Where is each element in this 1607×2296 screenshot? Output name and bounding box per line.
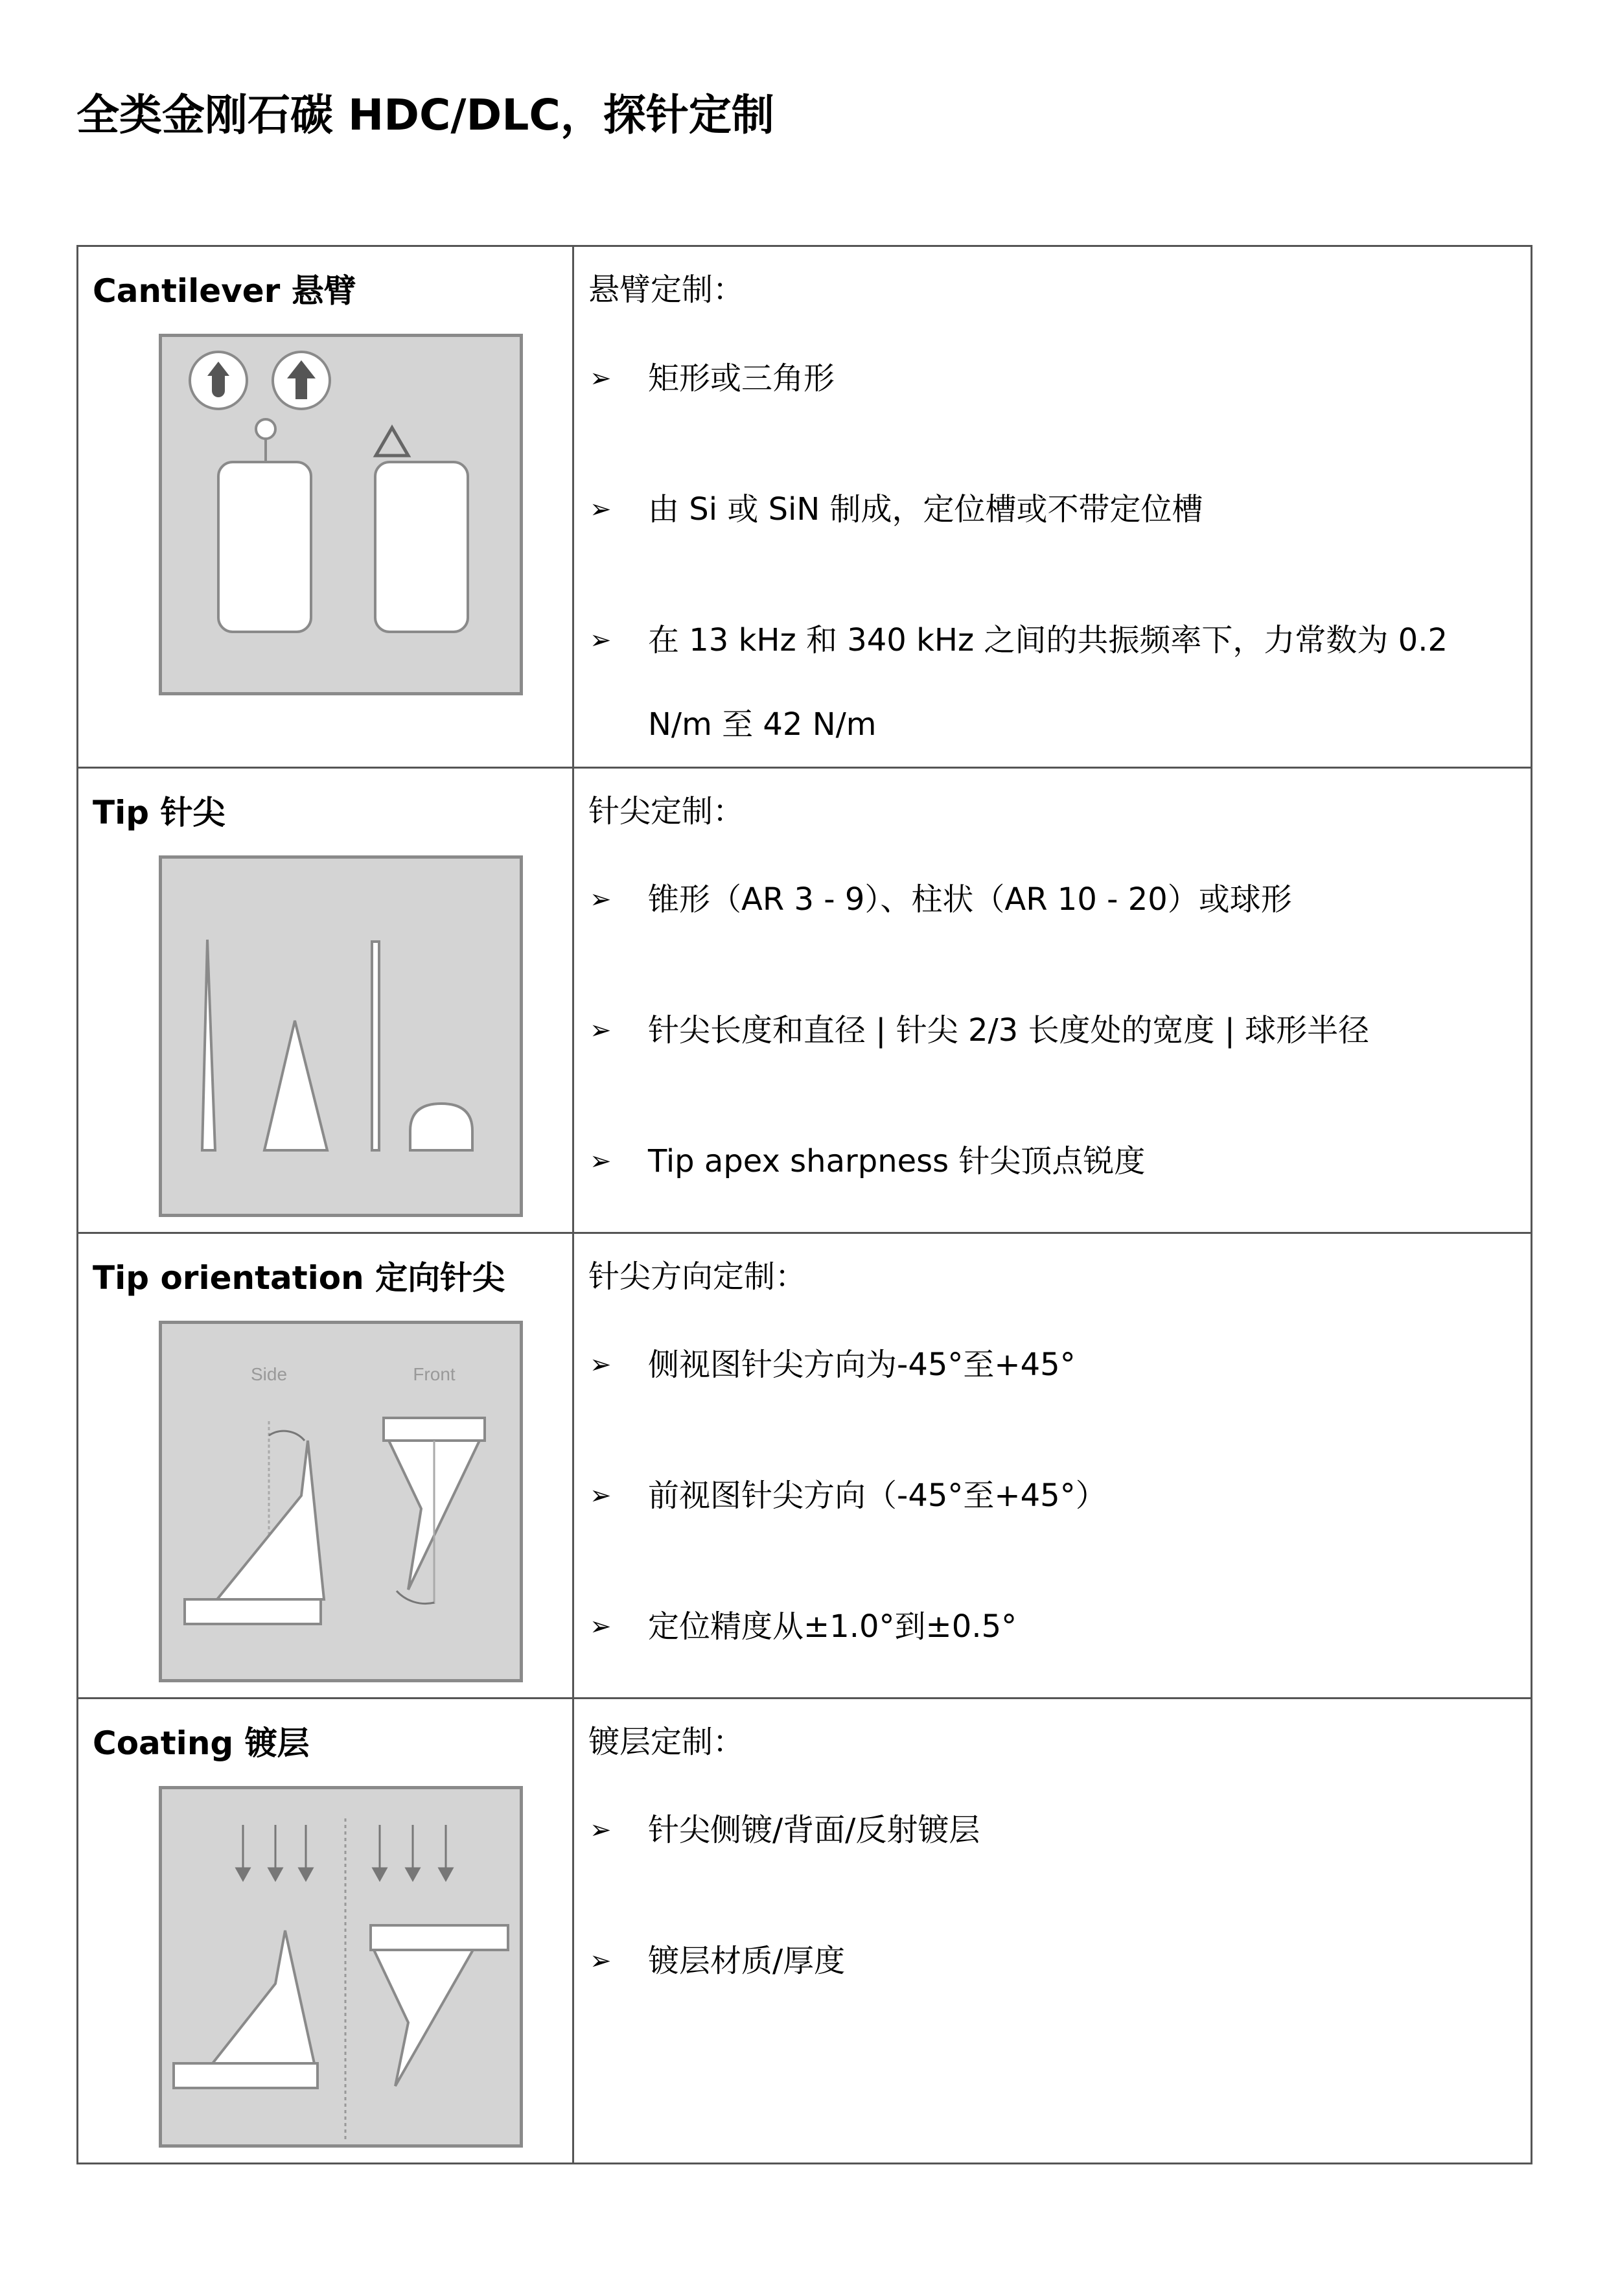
arrow-bullet-icon: ➢	[590, 1015, 612, 1046]
list-item: ➢ 由 Si 或 SiN 制成，定位槽或不带定位槽	[574, 467, 1511, 551]
row-title: Tip orientation 定向针尖	[93, 1258, 505, 1297]
triangular-cantilever	[375, 462, 468, 632]
row-content-cell	[573, 246, 1532, 768]
arrow-bullet-icon: ➢	[590, 494, 612, 524]
row-header-cell	[78, 1698, 573, 2163]
rectangular-cantilever	[218, 462, 311, 632]
side-view-tip	[217, 1441, 324, 1599]
list-item: ➢ 在 13 kHz 和 340 kHz 之间的共振频率下，力常数为 0.2 N/m 至 42 N/m	[574, 598, 1511, 767]
coating-arrows-right	[373, 1825, 452, 1880]
bullet-list	[574, 857, 1531, 1203]
cone-tip-shape	[202, 940, 215, 1150]
arrow-bullet-icon: ➢	[590, 1946, 612, 1977]
coated-front-tip	[374, 1950, 473, 2086]
row-header-cell	[78, 246, 573, 768]
side-angle-arc	[269, 1431, 305, 1441]
page-title: 全类金刚石碳 HDC/DLC，探针定制	[76, 90, 774, 140]
row-intro: 悬臂定制：	[588, 272, 745, 308]
row-header-cell	[78, 1233, 573, 1698]
row-intro: 针尖方向定制：	[588, 1258, 807, 1295]
coated-front-base	[371, 1925, 508, 1950]
tip-shapes-diagram	[162, 859, 520, 1214]
side-view-base	[185, 1599, 321, 1624]
list-item: ➢ 锥形（AR 3 - 9）、柱状（AR 10 - 20）或球形	[574, 857, 1511, 942]
bullet-list	[574, 1788, 1531, 2003]
list-item: ➢ 前视图针尖方向（-45°至+45°）	[574, 1454, 1511, 1538]
table-row-tip	[78, 767, 1532, 1233]
row-header-cell	[78, 767, 573, 1233]
coated-side-tip	[213, 1931, 314, 2063]
arrow-bullet-icon: ➢	[590, 1815, 612, 1846]
sphere-tip-shape	[410, 1104, 472, 1150]
arrow-circle-icon	[273, 352, 330, 409]
front-angle-arc	[397, 1591, 434, 1604]
coating-diagram	[162, 1789, 520, 2144]
row-content-cell	[573, 767, 1532, 1233]
table-row-cantilever	[78, 246, 1532, 768]
list-item: ➢ 镀层材质/厚度	[574, 1919, 1511, 2003]
pillar-tip-shape	[372, 942, 379, 1150]
list-item: ➢ 针尖侧镀/背面/反射镀层	[574, 1788, 1511, 1872]
arrow-bullet-icon: ➢	[590, 1481, 612, 1511]
pyramid-tip-shape	[264, 1021, 327, 1150]
arrow-circle-icon	[190, 352, 247, 409]
spec-table	[76, 245, 1532, 2164]
table-row-coating	[78, 1698, 1532, 2163]
bullet-list	[574, 336, 1531, 767]
tip-orientation-figure	[159, 1321, 523, 1682]
row-intro: 镀层定制：	[588, 1723, 745, 1760]
arrow-bullet-icon: ➢	[590, 1612, 612, 1642]
table-row-tip-orientation	[78, 1233, 1532, 1698]
row-title: Cantilever 悬臂	[93, 272, 356, 310]
row-title: Tip 针尖	[93, 793, 225, 831]
arrow-bullet-icon: ➢	[590, 625, 612, 655]
coated-side-base	[174, 2063, 318, 2088]
list-item: ➢ 侧视图针尖方向为-45°至+45°	[574, 1323, 1511, 1407]
row-title: Coating 镀层	[93, 1724, 310, 1762]
arrow-bullet-icon: ➢	[590, 885, 612, 915]
triangle-tip-icon	[376, 428, 408, 456]
list-item: ➢ 针尖长度和直径 | 针尖 2/3 长度处的宽度 | 球形半径	[574, 988, 1511, 1073]
tip-orientation-diagram	[162, 1324, 520, 1679]
arrow-bullet-icon: ➢	[590, 1350, 612, 1380]
bullet-list	[574, 1323, 1531, 1669]
row-content-cell	[573, 1698, 1532, 2163]
list-item: ➢ 定位精度从±1.0°到±0.5°	[574, 1584, 1511, 1669]
tip-dot-icon	[256, 419, 275, 439]
tip-shape-figure	[159, 855, 523, 1217]
list-item: ➢ 矩形或三角形	[574, 336, 1511, 421]
row-content-cell	[573, 1233, 1532, 1698]
coating-arrows-left	[237, 1825, 312, 1880]
arrow-bullet-icon: ➢	[590, 363, 612, 393]
row-intro: 针尖定制：	[588, 793, 745, 829]
list-item: ➢ Tip apex sharpness 针尖顶点锐度	[574, 1119, 1511, 1203]
coating-figure	[159, 1786, 523, 2148]
cantilever-diagram	[162, 337, 520, 692]
cantilever-figure	[159, 334, 523, 695]
front-label: Front	[413, 1363, 456, 1384]
arrow-bullet-icon: ➢	[590, 1146, 612, 1177]
side-label: Side	[250, 1363, 288, 1384]
front-view-base	[384, 1418, 485, 1441]
